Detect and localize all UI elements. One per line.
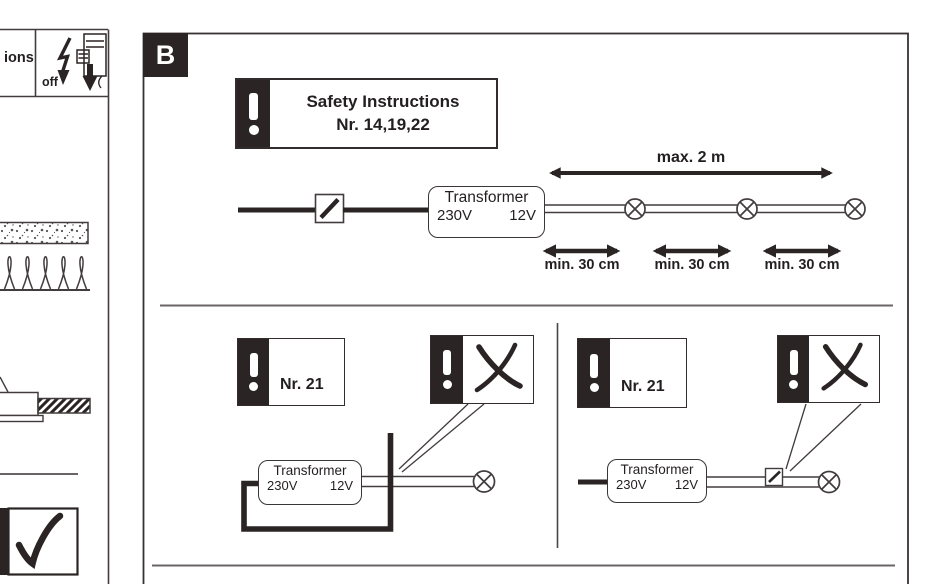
transformer-label: Transformer <box>620 462 694 477</box>
cross-icon <box>812 339 876 399</box>
warning-icon <box>237 80 270 147</box>
note-nr21-left <box>237 338 345 406</box>
warning-icon <box>778 336 809 402</box>
primary-voltage: 230V <box>437 207 473 224</box>
transformer-box <box>428 186 545 238</box>
secondary-voltage: 12V <box>329 478 353 493</box>
note-nr21-right <box>577 338 687 408</box>
primary-voltage: 230V <box>267 478 298 493</box>
transformer-box <box>258 460 362 505</box>
safety-note-numbers: Nr. 14,19,22 <box>336 114 430 134</box>
top-wiring-diagram <box>238 173 865 251</box>
transformer-label: Transformer <box>273 463 347 478</box>
min-spacing-label: min. 30 cm <box>764 257 840 273</box>
secondary-voltage: 12V <box>674 477 698 492</box>
primary-voltage: 230V <box>616 477 647 492</box>
lamp-icon <box>474 471 495 492</box>
transformer-label: Transformer <box>444 189 529 206</box>
breaker-icon <box>77 34 106 91</box>
lamp-icon <box>819 472 840 493</box>
min-spacing-label: min. 30 cm <box>654 257 730 273</box>
allowed-check-box <box>0 508 78 575</box>
warning-icon <box>431 336 463 403</box>
prohibited-warning-right <box>777 335 880 403</box>
left-panel-borders <box>0 30 109 584</box>
safety-note-title: Safety Instructions <box>306 92 460 112</box>
warning-icon <box>238 339 269 405</box>
lamp-icons <box>625 199 865 219</box>
recessed-light-cross-section <box>0 377 90 422</box>
panel-b-label: B <box>143 33 188 77</box>
ceiling-cross-section <box>0 223 90 291</box>
warning-icon <box>578 339 610 407</box>
note-label: Nr. 21 <box>621 378 665 396</box>
note-label: Nr. 21 <box>280 376 324 394</box>
min-spacing-label: min. 30 cm <box>544 257 620 273</box>
truncated-safety-text: ions <box>4 50 34 66</box>
callout-tail <box>786 404 861 471</box>
safety-instructions-note <box>235 78 498 149</box>
off-label: off <box>42 75 58 89</box>
cross-icon <box>466 339 530 401</box>
secondary-voltage: 12V <box>509 207 536 224</box>
transformer-box <box>607 459 707 503</box>
callout-tail <box>399 404 484 472</box>
max-length-label: max. 2 m <box>656 149 726 166</box>
prohibited-warning-left <box>430 335 534 404</box>
power-off-icon <box>58 38 71 85</box>
